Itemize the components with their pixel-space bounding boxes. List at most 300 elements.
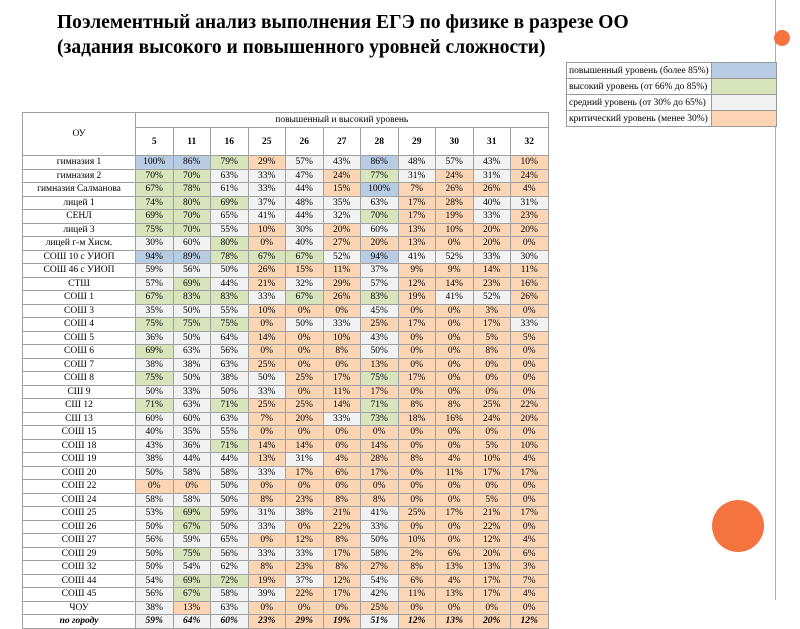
table-row bbox=[23, 277, 549, 291]
percent-cell: 63% bbox=[211, 358, 249, 372]
percent-cell: 67% bbox=[286, 291, 324, 305]
percent-cell: 11% bbox=[436, 466, 474, 480]
percent-cell: 22% bbox=[473, 520, 511, 534]
percent-cell: 12% bbox=[323, 574, 361, 588]
legend-item bbox=[567, 79, 777, 95]
table-row bbox=[23, 237, 549, 251]
percent-cell: 0% bbox=[248, 601, 286, 615]
percent-cell: 13% bbox=[398, 223, 436, 237]
school-name: СОШ 10 с УИОП bbox=[23, 250, 136, 264]
percent-cell: 35% bbox=[136, 304, 174, 318]
percent-cell: 50% bbox=[136, 520, 174, 534]
percent-cell: 83% bbox=[361, 291, 399, 305]
table-row bbox=[23, 318, 549, 332]
percent-cell: 2% bbox=[398, 547, 436, 561]
table-row bbox=[23, 520, 549, 534]
percent-cell: 0% bbox=[398, 345, 436, 359]
percent-cell: 50% bbox=[136, 466, 174, 480]
percent-cell: 31% bbox=[398, 169, 436, 183]
school-name: СОШ 45 bbox=[23, 588, 136, 602]
percent-cell: 57% bbox=[136, 277, 174, 291]
percent-cell: 75% bbox=[361, 372, 399, 386]
percent-cell: 8% bbox=[398, 561, 436, 575]
percent-cell: 0% bbox=[511, 345, 549, 359]
percent-cell: 53% bbox=[136, 507, 174, 521]
school-name: СОШ 32 bbox=[23, 561, 136, 575]
percent-cell: 17% bbox=[398, 196, 436, 210]
percent-cell: 0% bbox=[398, 466, 436, 480]
percent-cell: 50% bbox=[211, 493, 249, 507]
column-header-ou: ОУ bbox=[23, 113, 136, 156]
percent-cell: 0% bbox=[398, 358, 436, 372]
percent-cell: 33% bbox=[248, 520, 286, 534]
percent-cell: 43% bbox=[323, 156, 361, 170]
percent-cell: 56% bbox=[136, 534, 174, 548]
percent-cell: 40% bbox=[473, 196, 511, 210]
percent-cell: 9% bbox=[398, 264, 436, 278]
percent-cell: 43% bbox=[136, 439, 174, 453]
results-table bbox=[22, 112, 549, 629]
percent-cell: 36% bbox=[173, 439, 211, 453]
percent-cell: 41% bbox=[398, 250, 436, 264]
percent-cell: 0% bbox=[473, 426, 511, 440]
percent-cell: 17% bbox=[398, 372, 436, 386]
table-row bbox=[23, 210, 549, 224]
percent-cell: 56% bbox=[211, 547, 249, 561]
percent-cell: 10% bbox=[323, 331, 361, 345]
percent-cell: 0% bbox=[511, 372, 549, 386]
percent-cell: 64% bbox=[211, 331, 249, 345]
percent-cell: 50% bbox=[211, 520, 249, 534]
school-name: СОШ 26 bbox=[23, 520, 136, 534]
percent-cell: 55% bbox=[211, 304, 249, 318]
percent-cell: 0% bbox=[248, 426, 286, 440]
percent-cell: 33% bbox=[323, 318, 361, 332]
percent-cell: 63% bbox=[211, 412, 249, 426]
percent-cell: 0% bbox=[473, 385, 511, 399]
percent-cell: 80% bbox=[211, 237, 249, 251]
legend-item bbox=[567, 111, 777, 127]
percent-cell: 4% bbox=[511, 453, 549, 467]
percent-cell: 54% bbox=[361, 574, 399, 588]
percent-cell: 25% bbox=[286, 372, 324, 386]
percent-cell: 50% bbox=[173, 304, 211, 318]
percent-cell: 17% bbox=[323, 588, 361, 602]
column-header-task: 30 bbox=[436, 128, 474, 156]
percent-cell: 0% bbox=[323, 304, 361, 318]
percent-cell: 5% bbox=[473, 331, 511, 345]
percent-cell: 24% bbox=[473, 412, 511, 426]
percent-cell: 6% bbox=[398, 574, 436, 588]
percent-cell: 10% bbox=[511, 439, 549, 453]
percent-cell: 33% bbox=[248, 466, 286, 480]
percent-cell: 23% bbox=[511, 210, 549, 224]
percent-cell: 63% bbox=[211, 169, 249, 183]
percent-cell: 6% bbox=[511, 547, 549, 561]
percent-cell: 20% bbox=[511, 412, 549, 426]
percent-cell: 8% bbox=[398, 453, 436, 467]
percent-cell: 0% bbox=[511, 480, 549, 494]
legend-item bbox=[567, 95, 777, 111]
percent-cell: 14% bbox=[248, 331, 286, 345]
table-row bbox=[23, 466, 549, 480]
legend-label: высокий уровень (от 66% до 85%) bbox=[567, 79, 712, 95]
percent-cell: 0% bbox=[436, 372, 474, 386]
percent-cell: 36% bbox=[136, 331, 174, 345]
percent-cell: 4% bbox=[511, 534, 549, 548]
percent-cell: 20% bbox=[473, 547, 511, 561]
percent-cell: 17% bbox=[398, 318, 436, 332]
table-row bbox=[23, 250, 549, 264]
percent-cell: 33% bbox=[511, 318, 549, 332]
percent-cell: 67% bbox=[248, 250, 286, 264]
percent-cell: 12% bbox=[511, 615, 549, 629]
percent-cell: 19% bbox=[436, 210, 474, 224]
percent-cell: 23% bbox=[248, 615, 286, 629]
percent-cell: 6% bbox=[436, 547, 474, 561]
percent-cell: 38% bbox=[136, 358, 174, 372]
percent-cell: 14% bbox=[473, 264, 511, 278]
percent-cell: 0% bbox=[398, 520, 436, 534]
group-header: повышенный и высокий уровень bbox=[136, 113, 549, 128]
school-name: гимназия 2 bbox=[23, 169, 136, 183]
percent-cell: 0% bbox=[398, 426, 436, 440]
percent-cell: 65% bbox=[211, 210, 249, 224]
percent-cell: 54% bbox=[173, 561, 211, 575]
school-name: СОШ 4 bbox=[23, 318, 136, 332]
percent-cell: 86% bbox=[361, 156, 399, 170]
school-name: СОШ 22 bbox=[23, 480, 136, 494]
percent-cell: 44% bbox=[173, 453, 211, 467]
percent-cell: 29% bbox=[286, 615, 324, 629]
percent-cell: 100% bbox=[136, 156, 174, 170]
decorative-circle-large bbox=[712, 500, 764, 552]
percent-cell: 23% bbox=[286, 561, 324, 575]
table-row bbox=[23, 547, 549, 561]
percent-cell: 67% bbox=[136, 291, 174, 305]
percent-cell: 75% bbox=[173, 547, 211, 561]
legend-swatch bbox=[711, 79, 776, 95]
column-header-task: 32 bbox=[511, 128, 549, 156]
percent-cell: 0% bbox=[286, 426, 324, 440]
percent-cell: 14% bbox=[286, 439, 324, 453]
percent-cell: 0% bbox=[398, 601, 436, 615]
percent-cell: 0% bbox=[248, 237, 286, 251]
percent-cell: 20% bbox=[361, 237, 399, 251]
table-row bbox=[23, 196, 549, 210]
percent-cell: 0% bbox=[323, 426, 361, 440]
percent-cell: 19% bbox=[323, 615, 361, 629]
percent-cell: 31% bbox=[286, 453, 324, 467]
percent-cell: 0% bbox=[361, 426, 399, 440]
percent-cell: 33% bbox=[248, 291, 286, 305]
table-row bbox=[23, 561, 549, 575]
school-name: СОШ 19 bbox=[23, 453, 136, 467]
school-name: СШ 13 bbox=[23, 412, 136, 426]
percent-cell: 44% bbox=[286, 183, 324, 197]
percent-cell: 71% bbox=[136, 399, 174, 413]
percent-cell: 11% bbox=[323, 264, 361, 278]
percent-cell: 63% bbox=[361, 196, 399, 210]
percent-cell: 50% bbox=[211, 264, 249, 278]
percent-cell: 27% bbox=[361, 561, 399, 575]
table-row bbox=[23, 507, 549, 521]
percent-cell: 4% bbox=[511, 183, 549, 197]
percent-cell: 22% bbox=[511, 399, 549, 413]
school-name: СОШ 7 bbox=[23, 358, 136, 372]
percent-cell: 47% bbox=[286, 169, 324, 183]
school-name: СТШ bbox=[23, 277, 136, 291]
percent-cell: 63% bbox=[211, 601, 249, 615]
percent-cell: 23% bbox=[286, 493, 324, 507]
percent-cell: 73% bbox=[361, 412, 399, 426]
percent-cell: 41% bbox=[436, 291, 474, 305]
percent-cell: 44% bbox=[211, 277, 249, 291]
percent-cell: 28% bbox=[361, 453, 399, 467]
percent-cell: 0% bbox=[361, 480, 399, 494]
percent-cell: 8% bbox=[436, 399, 474, 413]
percent-cell: 37% bbox=[286, 574, 324, 588]
percent-cell: 67% bbox=[173, 588, 211, 602]
percent-cell: 75% bbox=[136, 318, 174, 332]
percent-cell: 21% bbox=[248, 277, 286, 291]
percent-cell: 35% bbox=[323, 196, 361, 210]
percent-cell: 20% bbox=[286, 412, 324, 426]
percent-cell: 33% bbox=[248, 169, 286, 183]
percent-cell: 0% bbox=[398, 385, 436, 399]
percent-cell: 25% bbox=[248, 358, 286, 372]
column-header-task: 28 bbox=[361, 128, 399, 156]
percent-cell: 75% bbox=[211, 318, 249, 332]
percent-cell: 70% bbox=[136, 169, 174, 183]
page-title: Поэлементный анализ выполнения ЕГЭ по физике в разрезе ОО (задания высокого и повышенного уровней сложности) bbox=[57, 12, 629, 58]
school-name: СОШ 44 bbox=[23, 574, 136, 588]
percent-cell: 17% bbox=[511, 466, 549, 480]
percent-cell: 4% bbox=[323, 453, 361, 467]
percent-cell: 0% bbox=[436, 426, 474, 440]
school-name: лицей г-м Хисм. bbox=[23, 237, 136, 251]
percent-cell: 75% bbox=[136, 372, 174, 386]
school-name: СОШ 6 bbox=[23, 345, 136, 359]
percent-cell: 13% bbox=[436, 561, 474, 575]
percent-cell: 50% bbox=[361, 534, 399, 548]
percent-cell: 0% bbox=[436, 534, 474, 548]
school-name: гимназия 1 bbox=[23, 156, 136, 170]
percent-cell: 38% bbox=[136, 453, 174, 467]
percent-cell: 5% bbox=[473, 493, 511, 507]
percent-cell: 0% bbox=[323, 439, 361, 453]
column-header-task: 5 bbox=[136, 128, 174, 156]
percent-cell: 26% bbox=[511, 291, 549, 305]
percent-cell: 64% bbox=[173, 615, 211, 629]
percent-cell: 10% bbox=[248, 304, 286, 318]
percent-cell: 37% bbox=[361, 264, 399, 278]
column-header-task: 31 bbox=[473, 128, 511, 156]
percent-cell: 25% bbox=[361, 601, 399, 615]
percent-cell: 12% bbox=[473, 534, 511, 548]
percent-cell: 44% bbox=[211, 453, 249, 467]
percent-cell: 0% bbox=[286, 480, 324, 494]
percent-cell: 10% bbox=[436, 223, 474, 237]
percent-cell: 70% bbox=[361, 210, 399, 224]
percent-cell: 69% bbox=[173, 277, 211, 291]
percent-cell: 0% bbox=[286, 331, 324, 345]
percent-cell: 33% bbox=[173, 385, 211, 399]
percent-cell: 0% bbox=[286, 601, 324, 615]
percent-cell: 12% bbox=[398, 615, 436, 629]
percent-cell: 29% bbox=[323, 277, 361, 291]
percent-cell: 0% bbox=[248, 318, 286, 332]
percent-cell: 42% bbox=[361, 588, 399, 602]
percent-cell: 0% bbox=[323, 358, 361, 372]
percent-cell: 54% bbox=[136, 574, 174, 588]
percent-cell: 0% bbox=[473, 601, 511, 615]
percent-cell: 75% bbox=[173, 318, 211, 332]
school-name: СОШ 15 bbox=[23, 426, 136, 440]
school-name: СОШ 3 bbox=[23, 304, 136, 318]
percent-cell: 13% bbox=[248, 453, 286, 467]
percent-cell: 0% bbox=[436, 358, 474, 372]
percent-cell: 38% bbox=[211, 372, 249, 386]
percent-cell: 0% bbox=[511, 493, 549, 507]
percent-cell: 7% bbox=[398, 183, 436, 197]
percent-cell: 56% bbox=[173, 264, 211, 278]
percent-cell: 50% bbox=[136, 547, 174, 561]
percent-cell: 38% bbox=[136, 601, 174, 615]
percent-cell: 26% bbox=[436, 183, 474, 197]
school-name: СОШ 29 bbox=[23, 547, 136, 561]
percent-cell: 21% bbox=[473, 507, 511, 521]
table-row bbox=[23, 399, 549, 413]
percent-cell: 17% bbox=[511, 507, 549, 521]
percent-cell: 13% bbox=[436, 588, 474, 602]
percent-cell: 26% bbox=[248, 264, 286, 278]
legend bbox=[566, 62, 777, 127]
percent-cell: 16% bbox=[436, 412, 474, 426]
table-row bbox=[23, 480, 549, 494]
percent-cell: 31% bbox=[248, 507, 286, 521]
percent-cell: 55% bbox=[211, 223, 249, 237]
percent-cell: 17% bbox=[361, 385, 399, 399]
percent-cell: 50% bbox=[136, 561, 174, 575]
percent-cell: 50% bbox=[211, 480, 249, 494]
percent-cell: 56% bbox=[136, 588, 174, 602]
table-row bbox=[23, 223, 549, 237]
percent-cell: 40% bbox=[136, 426, 174, 440]
percent-cell: 4% bbox=[511, 588, 549, 602]
percent-cell: 0% bbox=[436, 304, 474, 318]
school-name: СОШ 20 bbox=[23, 466, 136, 480]
percent-cell: 50% bbox=[361, 345, 399, 359]
percent-cell: 63% bbox=[173, 345, 211, 359]
percent-cell: 0% bbox=[473, 358, 511, 372]
table-row bbox=[23, 601, 549, 615]
percent-cell: 79% bbox=[211, 156, 249, 170]
percent-cell: 0% bbox=[436, 237, 474, 251]
percent-cell: 5% bbox=[473, 439, 511, 453]
percent-cell: 83% bbox=[211, 291, 249, 305]
table-row bbox=[23, 156, 549, 170]
percent-cell: 0% bbox=[286, 385, 324, 399]
percent-cell: 0% bbox=[473, 372, 511, 386]
percent-cell: 3% bbox=[511, 561, 549, 575]
percent-cell: 60% bbox=[211, 615, 249, 629]
percent-cell: 83% bbox=[173, 291, 211, 305]
column-header-task: 27 bbox=[323, 128, 361, 156]
percent-cell: 17% bbox=[473, 588, 511, 602]
percent-cell: 39% bbox=[248, 588, 286, 602]
percent-cell: 41% bbox=[361, 507, 399, 521]
percent-cell: 4% bbox=[436, 574, 474, 588]
percent-cell: 0% bbox=[286, 304, 324, 318]
percent-cell: 24% bbox=[436, 169, 474, 183]
percent-cell: 0% bbox=[398, 480, 436, 494]
school-name: СОШ 1 bbox=[23, 291, 136, 305]
percent-cell: 62% bbox=[211, 561, 249, 575]
school-name: лицей 3 bbox=[23, 223, 136, 237]
percent-cell: 33% bbox=[473, 210, 511, 224]
percent-cell: 11% bbox=[511, 264, 549, 278]
percent-cell: 0% bbox=[286, 520, 324, 534]
legend-swatch bbox=[711, 95, 776, 111]
percent-cell: 60% bbox=[136, 412, 174, 426]
percent-cell: 9% bbox=[436, 264, 474, 278]
percent-cell: 13% bbox=[436, 615, 474, 629]
percent-cell: 14% bbox=[436, 277, 474, 291]
percent-cell: 52% bbox=[323, 250, 361, 264]
percent-cell: 13% bbox=[361, 358, 399, 372]
school-name: СОШ 25 bbox=[23, 507, 136, 521]
percent-cell: 18% bbox=[398, 412, 436, 426]
percent-cell: 38% bbox=[173, 358, 211, 372]
percent-cell: 0% bbox=[436, 480, 474, 494]
percent-cell: 10% bbox=[473, 453, 511, 467]
percent-cell: 38% bbox=[286, 507, 324, 521]
percent-cell: 35% bbox=[173, 426, 211, 440]
percent-cell: 17% bbox=[398, 210, 436, 224]
table-row bbox=[23, 426, 549, 440]
percent-cell: 0% bbox=[248, 534, 286, 548]
percent-cell: 0% bbox=[286, 358, 324, 372]
percent-cell: 13% bbox=[398, 237, 436, 251]
school-name: ЧОУ bbox=[23, 601, 136, 615]
percent-cell: 0% bbox=[398, 439, 436, 453]
percent-cell: 70% bbox=[173, 223, 211, 237]
percent-cell: 20% bbox=[473, 223, 511, 237]
percent-cell: 59% bbox=[211, 507, 249, 521]
percent-cell: 80% bbox=[173, 196, 211, 210]
percent-cell: 100% bbox=[361, 183, 399, 197]
percent-cell: 59% bbox=[136, 264, 174, 278]
table-row bbox=[23, 291, 549, 305]
percent-cell: 5% bbox=[511, 331, 549, 345]
percent-cell: 33% bbox=[286, 547, 324, 561]
percent-cell: 8% bbox=[323, 493, 361, 507]
table-row bbox=[23, 534, 549, 548]
percent-cell: 89% bbox=[173, 250, 211, 264]
legend-label: повышенный уровень (более 85%) bbox=[567, 63, 712, 79]
school-name: СШ 12 bbox=[23, 399, 136, 413]
percent-cell: 94% bbox=[136, 250, 174, 264]
percent-cell: 7% bbox=[511, 574, 549, 588]
percent-cell: 27% bbox=[323, 237, 361, 251]
percent-cell: 17% bbox=[323, 547, 361, 561]
percent-cell: 25% bbox=[398, 507, 436, 521]
percent-cell: 8% bbox=[398, 399, 436, 413]
percent-cell: 8% bbox=[323, 561, 361, 575]
column-header-task: 11 bbox=[173, 128, 211, 156]
percent-cell: 32% bbox=[286, 277, 324, 291]
